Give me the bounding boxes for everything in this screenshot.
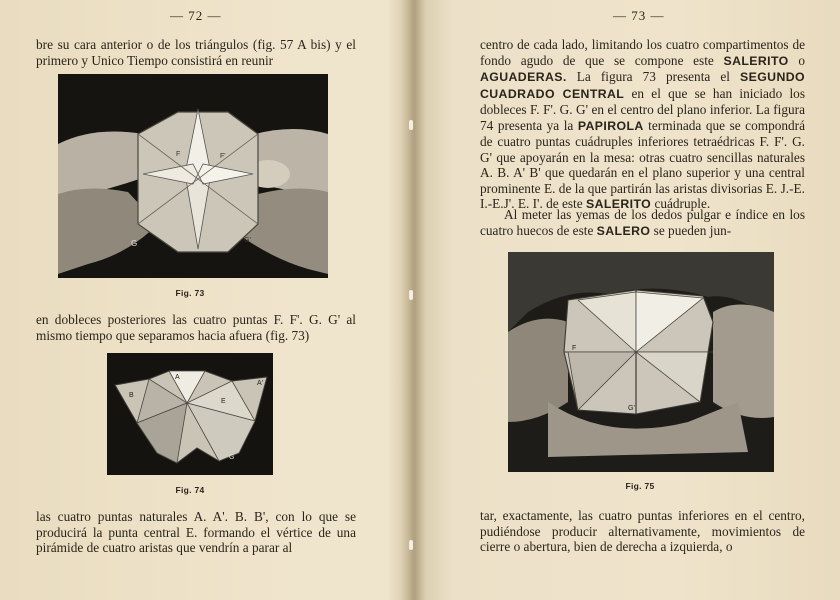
- figure-caption: Fig. 75: [625, 481, 655, 491]
- paragraph: las cuatro puntas naturales A. A'. B. B', con lo que se producirá la punta central E. formando el vértice de una pirámide de cuatro aristas que vendrín a parar al: [36, 509, 356, 555]
- emphasis: PAPIROLA: [577, 118, 644, 133]
- text-run: Al meter las yemas de los dedos pulgar e índice en los cuatro huecos de este: [480, 207, 805, 238]
- fig-label: G: [131, 239, 138, 248]
- fig-label: F: [572, 345, 577, 352]
- figure-74-photo: [107, 353, 273, 475]
- emphasis: SEGUNDO CUADRADO CENTRAL: [480, 70, 805, 101]
- fig-label: F': [220, 153, 226, 160]
- page-number: — 72 —: [170, 8, 222, 23]
- right-page: [420, 0, 840, 600]
- emphasis: AGUADERAS.: [480, 70, 567, 84]
- fig-label: G': [628, 405, 635, 412]
- fig-label: A': [257, 380, 264, 387]
- fig-label: A: [175, 374, 180, 381]
- fig-label: F: [176, 151, 181, 158]
- paragraph: [480, 207, 805, 239]
- emphasis: SALERITO: [723, 53, 789, 68]
- figure-75-photo: [508, 252, 774, 472]
- text-run: se pueden jun-: [650, 222, 732, 238]
- figure-caption: Fig. 73: [175, 288, 205, 298]
- text-run: cuádruple.: [651, 196, 711, 211]
- paragraph: [480, 37, 805, 213]
- text-run: o: [788, 52, 805, 68]
- fig-label: G': [244, 237, 251, 244]
- fig-label: E: [221, 398, 226, 405]
- figure-caption: Fig. 74: [175, 485, 205, 495]
- paragraph: bre su cara anterior o de los triángulos (fig. 57 A bis) y el primero y Unico Tiempo consistirá en reunir: [36, 37, 356, 68]
- paragraph: tar, exactamente, las cuatro puntas inferiores en el centro, pudiéndose producir alternativamente, movimientos de cierre o abertura, bien de derecha a izquierda, o: [480, 508, 805, 554]
- emphasis: SALERO: [596, 223, 651, 238]
- paragraph: en dobleces posteriores las cuatro puntas F. F'. G. G' al mismo tiempo que separamos hacia afuera (fig. 73): [36, 312, 356, 343]
- text-run: en el que se han iniciado los dobleces F. F'. G. G' en el centro del plano inferior. La figura 74 presenta ya la: [480, 85, 805, 133]
- page-number: — 73 —: [613, 8, 665, 23]
- emphasis: SALERITO: [585, 197, 652, 211]
- fig-label: G: [229, 454, 235, 461]
- figure-73-photo: [58, 74, 328, 278]
- left-page: [0, 0, 410, 600]
- text-run: terminada que se compondrá de cuatro puntas cuádruples inferiores tetraédricas F. F'. G. G' que apoyarán en la mesa: otras cuatro sencillas naturales A. B. A' B' que quedarán en el plano superior y una central prominente E. de la que partirán las aristas divisorias E. J.-E. I.-E.J'. E. I'. de este: [480, 117, 805, 211]
- text-run: La figura 73 presenta el: [566, 69, 741, 84]
- text-run: centro de cada lado, limitando los cuatro compartimentos de fondo agudo de que se compone este: [480, 37, 805, 68]
- fig-label: B: [129, 392, 134, 399]
